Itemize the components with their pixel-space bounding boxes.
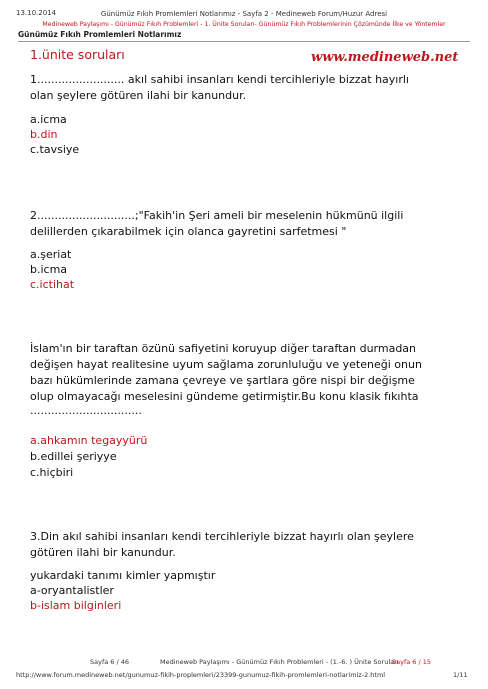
- question-3-line-3: bazı hükümlerinde zamana çevreye ve şartlara göre nispi bir değişme: [30, 374, 415, 387]
- page-heading: 1.ünite soruları: [30, 47, 125, 62]
- footer-center-title: Medineweb Paylaşımı - Günümüz Fıkıh Problemleri - (1.-6. ) Ünite Soruları: [160, 658, 399, 666]
- breadcrumb[interactable]: Medineweb Paylaşımı - Günümüz Fıkıh Problemleri - 1. Ünite Soruları- Günümüz Fıkıh Problemlerinin Çözümünde İlke ve Yöntemler: [42, 21, 446, 28]
- question-1-line-1: 1......................... akıl sahibi insanları kendi tercihleriyle bizzat hayırlı: [30, 73, 409, 86]
- question-1-option-b-answer: b.din: [30, 128, 58, 141]
- question-1-option-a: a.icma: [30, 113, 67, 126]
- question-2-line-1: 2............................;"Fakih'in Şeri ameli bir meselenin hükmünü ilgili: [30, 209, 404, 222]
- question-3-option-b: b.edillei şeriyye: [30, 450, 117, 463]
- question-3-option-c: c.hiçbiri: [30, 466, 74, 479]
- question-4-option-a: a-oryantalistler: [30, 584, 114, 597]
- question-3-line-1: İslam'ın bir taraftan özünü safiyetini koruyup diğer taraftan durmadan: [30, 342, 417, 355]
- question-2-option-c-answer: c.ictihat: [30, 278, 75, 291]
- footer-page-right: Sayfa 6 / 15: [392, 658, 432, 666]
- question-4-line-1: 3.Din akıl sahibi insanları kendi tercihleriyle bizzat hayırlı olan şeylere: [30, 530, 414, 543]
- header-divider: [18, 41, 470, 42]
- print-date: 13.10.2014: [16, 9, 57, 17]
- thread-title: Günümüz Fıkıh Promlemleri Notlarımız: [18, 30, 182, 39]
- question-2-line-2: delillerden çıkarabilmek için olanca gayretini sarfetmesi ": [30, 225, 347, 238]
- question-3-blank: ................................: [30, 404, 142, 417]
- question-2-option-a: a.şeriat: [30, 248, 72, 261]
- question-4-option-b-answer: b-islam bilginleri: [30, 599, 122, 612]
- question-1-option-c: c.tavsiye: [30, 143, 80, 156]
- question-3-option-a-answer: a.ahkamın tegayyürü: [30, 434, 148, 447]
- question-3-line-4: olup olmayacağı meselesini gündeme getirmiştir.Bu konu klasik fıkıhta: [30, 390, 419, 403]
- footer-page-count: 1/11: [453, 671, 468, 679]
- print-page-title: Günümüz Fıkıh Promlemleri Notlarımız - Sayfa 2 - Medineweb Forum/Huzur Adresi: [100, 10, 388, 18]
- question-1-line-2: olan şeylere götüren ilahi bir kanundur.: [30, 89, 247, 102]
- question-2-option-b: b.icma: [30, 263, 68, 276]
- question-4-prompt: yukardaki tanımı kimler yapmıştır: [30, 569, 216, 582]
- footer-url[interactable]: http://www.forum.medineweb.net/gunumuz-fikih-proplemleri/23399-gunumuz-fikih-promlemleri-notlarimiz-2.html: [16, 671, 386, 679]
- site-url-watermark: www.medineweb.net: [311, 50, 459, 65]
- question-3-line-2: değişen hayat realitesine uyum sağlama zorunluluğu ve yeteneği onun: [30, 358, 422, 371]
- footer-page-left: Sayfa 6 / 46: [90, 658, 130, 666]
- question-4-line-2: götüren ilahi bir kanundur.: [30, 546, 176, 559]
